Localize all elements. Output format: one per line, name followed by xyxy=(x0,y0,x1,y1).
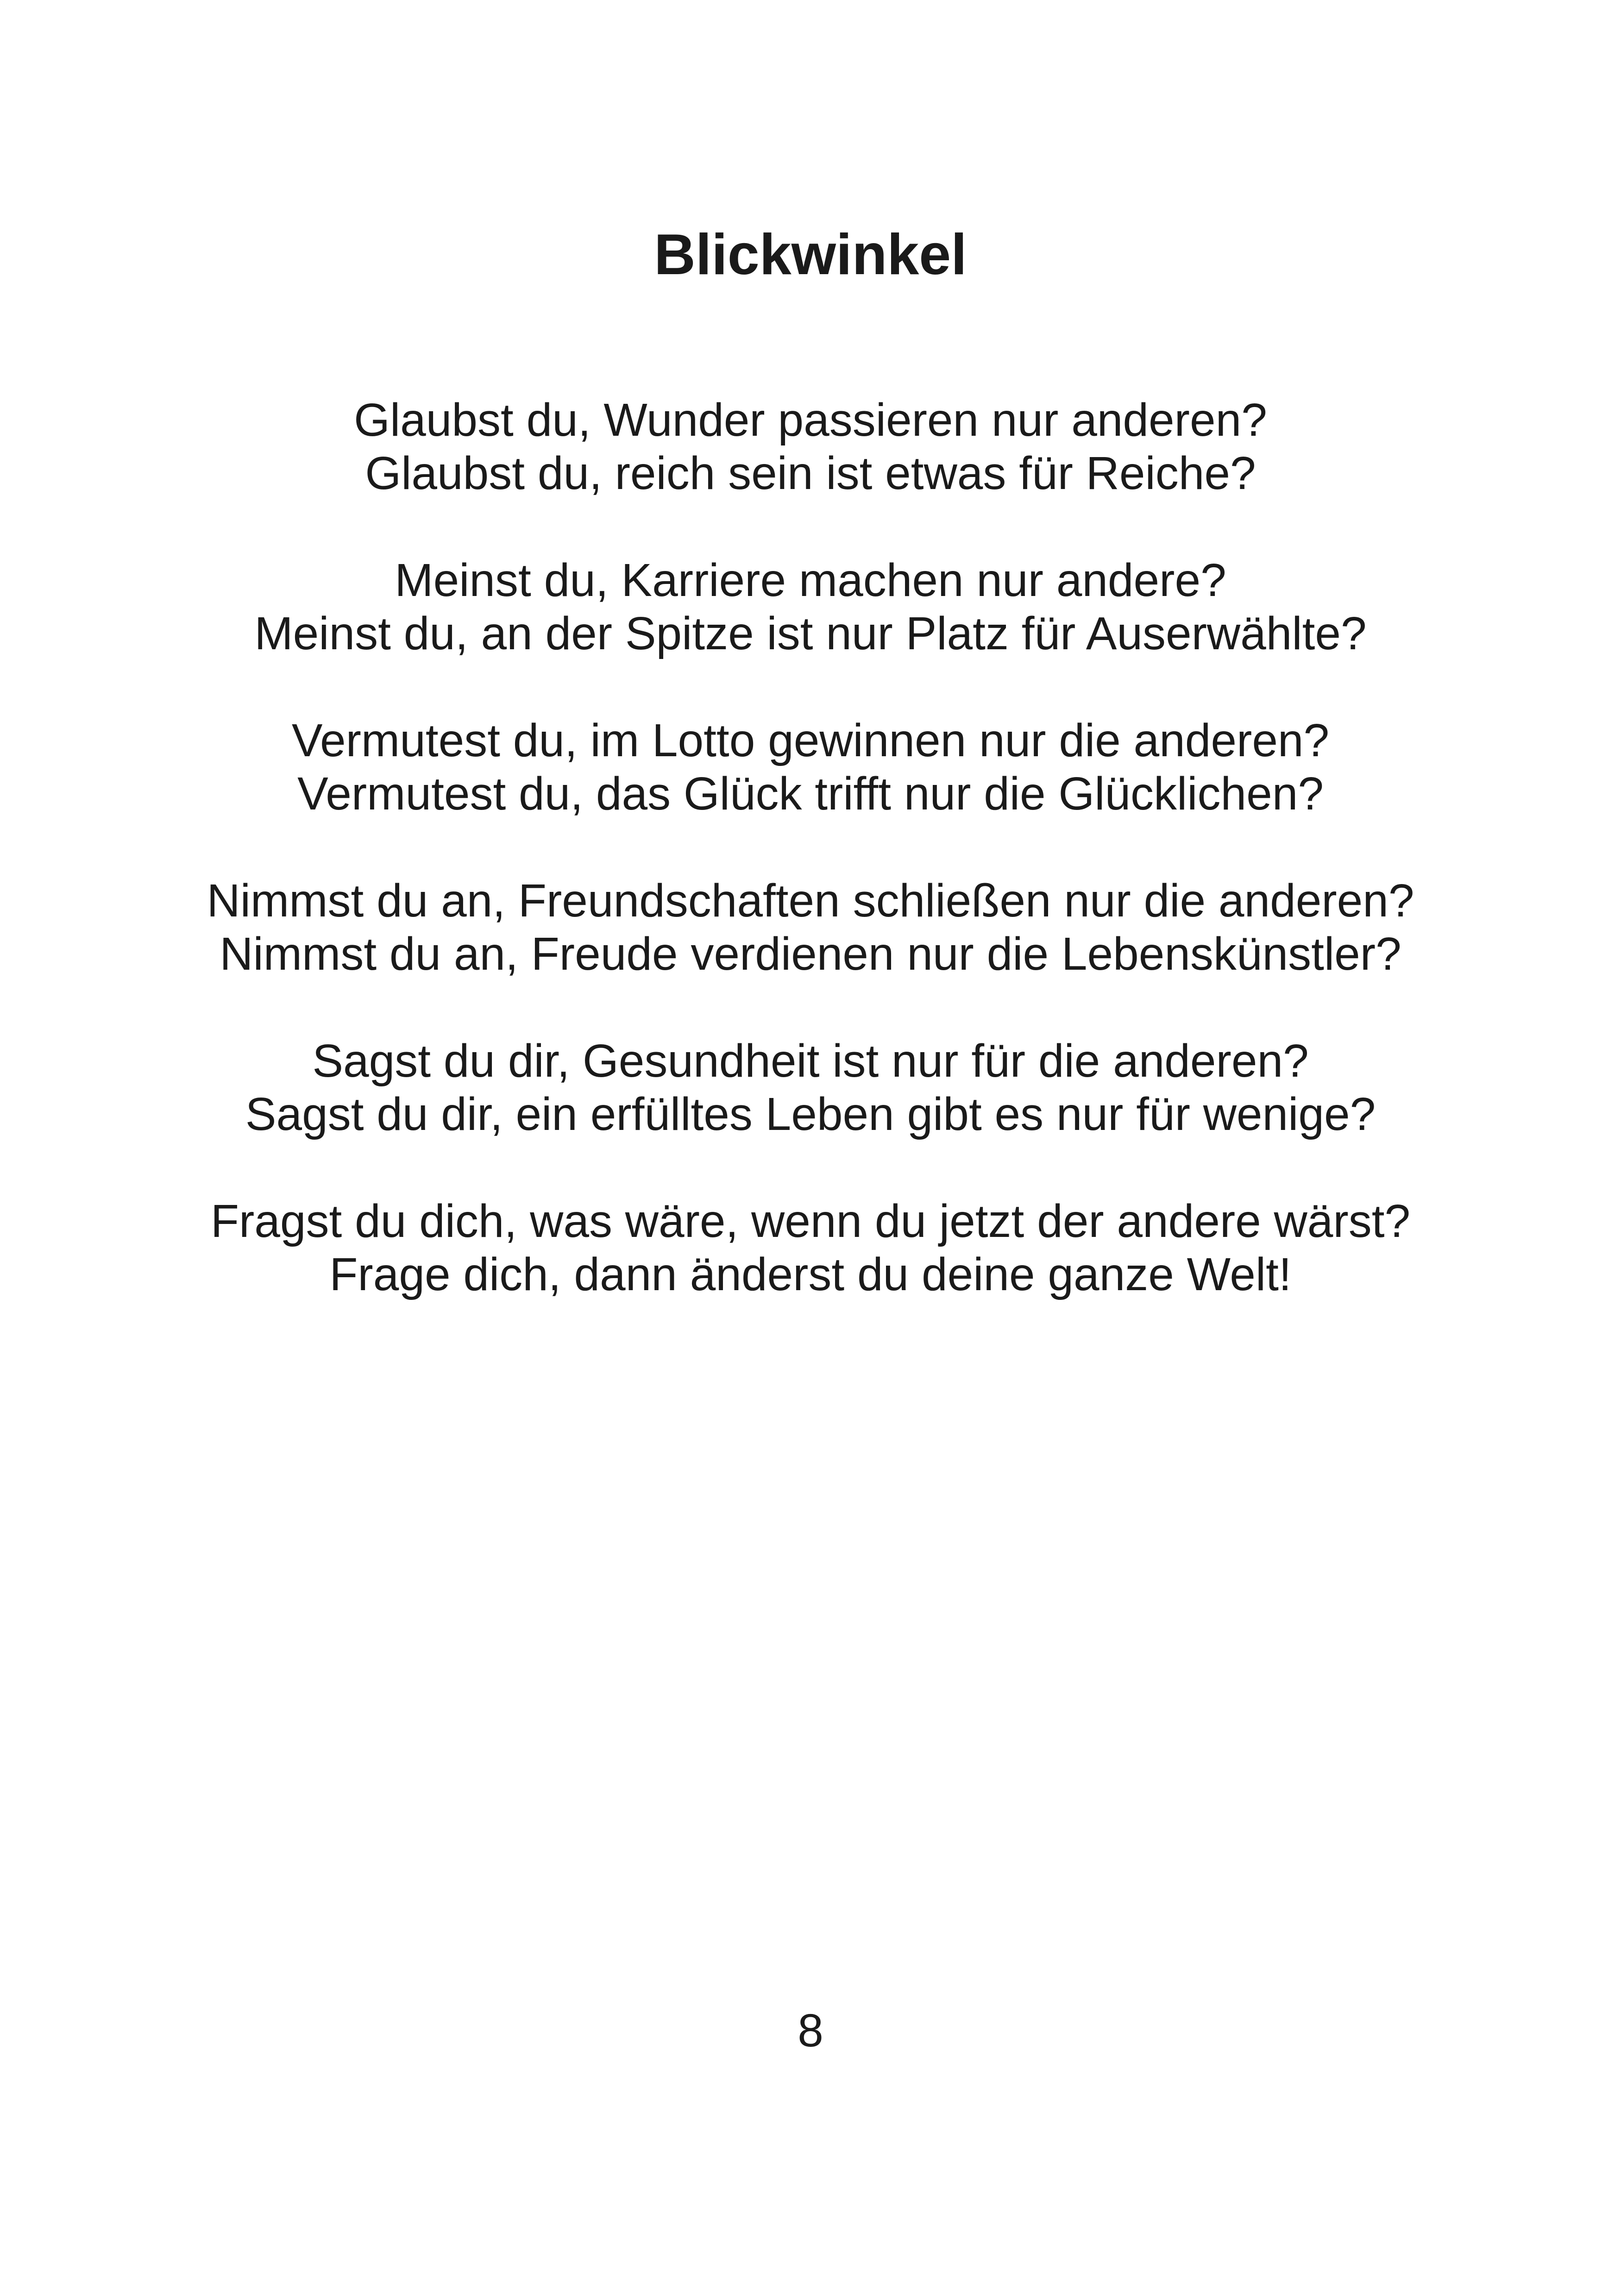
poem-line: Meinst du, an der Spitze ist nur Platz für Auserwählte? xyxy=(254,608,1367,659)
poem-line: Nimmst du an, Freundschaften schließen nur die anderen? xyxy=(207,875,1414,927)
poem-line: Fragst du dich, was wäre, wenn du jetzt der andere wärst? xyxy=(210,1195,1411,1247)
stanza-5 xyxy=(0,1035,1621,1141)
poem-line: Vermutest du, das Glück trifft nur die Glücklichen? xyxy=(297,768,1324,820)
poem-line: Sagst du dir, Gesundheit ist nur für die anderen? xyxy=(312,1035,1309,1087)
poem-line: Frage dich, dann änderst du deine ganze Welt! xyxy=(329,1248,1292,1300)
stanza-2 xyxy=(0,554,1621,660)
poem-body xyxy=(0,394,1621,1355)
poem-line: Nimmst du an, Freude verdienen nur die Lebenskünstler? xyxy=(220,928,1401,980)
stanza-6 xyxy=(0,1195,1621,1301)
stanza-1 xyxy=(0,394,1621,500)
poem-line: Meinst du, Karriere machen nur andere? xyxy=(395,554,1226,606)
poem-line: Vermutest du, im Lotto gewinnen nur die anderen? xyxy=(291,715,1330,766)
poem-line: Sagst du dir, ein erfülltes Leben gibt es nur für wenige? xyxy=(245,1088,1376,1140)
poem-title: Blickwinkel xyxy=(654,223,967,287)
stanza-3 xyxy=(0,714,1621,821)
page-number: 8 xyxy=(798,2005,823,2057)
poem-line: Glaubst du, reich sein ist etwas für Reiche? xyxy=(365,447,1256,499)
stanza-4 xyxy=(0,874,1621,981)
poem-line: Glaubst du, Wunder passieren nur anderen? xyxy=(354,394,1267,446)
